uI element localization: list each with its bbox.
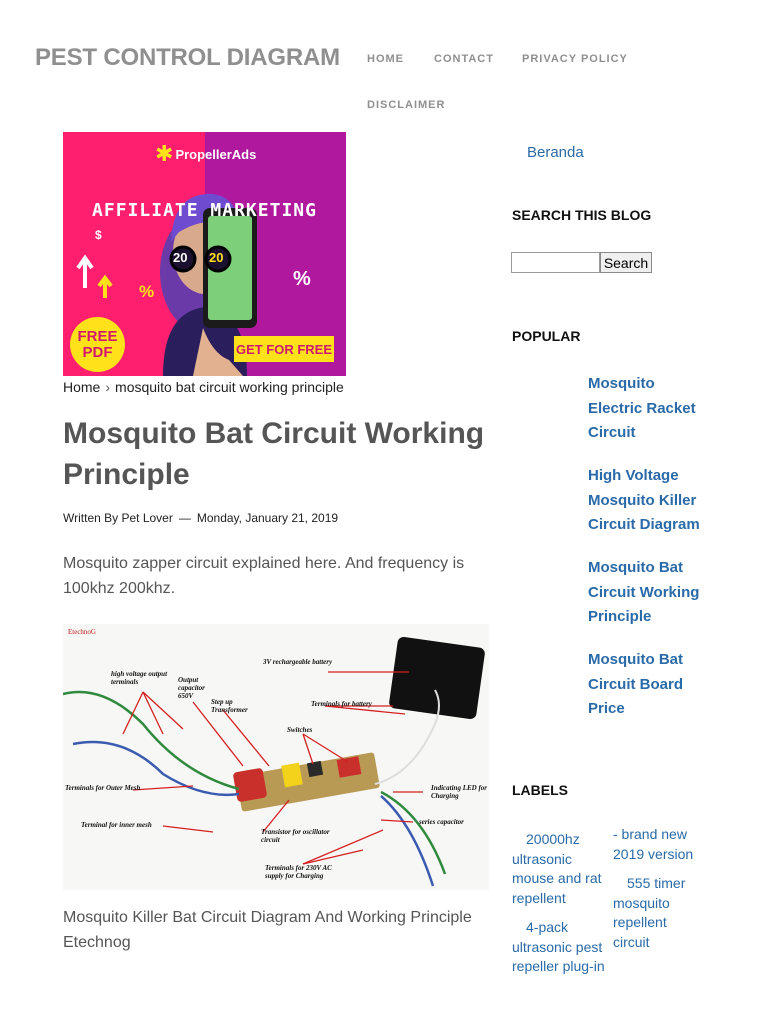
figure-label-ac-supply: Terminals for 230V AC supply for Charging [265,864,332,880]
popular-post-link[interactable]: High Voltage Mosquito Killer Circuit Diagram [588,467,700,533]
popular-widget-title: POPULAR [512,328,581,344]
labels-widget-title: LABELS [512,782,568,798]
post-meta [63,511,338,525]
breadcrumb-home[interactable]: Home [63,379,101,395]
figure-label-output-cap: Output capacitor 650V [178,676,205,700]
propeller-icon: ✱ [155,141,174,166]
figure-label-battery: 3V rechargeable battery [263,658,333,666]
ad-banner[interactable] [63,132,346,376]
figure-label-hv: high voltage output terminals [111,670,168,686]
ad-cta[interactable]: GET FOR FREE [234,336,334,362]
search-button[interactable]: Search [600,252,652,273]
label-link[interactable]: 20000hz ultrasonic mouse and rat repellent [512,831,602,906]
breadcrumb [63,379,344,395]
nav-disclaimer[interactable]: DISCLAIMER [367,99,446,111]
post-intro: Mosquito zapper circuit explained here. And frequency is 100khz 200khz. [63,555,465,597]
figure-label-switches: Switches [287,726,313,734]
figure-label-outer-mesh: Terminals for Outer Mesh [65,784,141,792]
popular-post-link[interactable]: Mosquito Bat Circuit Working Principle [588,559,700,625]
meta-author[interactable]: Pet Lover [121,511,173,525]
search-input[interactable] [511,252,600,273]
propellerads-logo [155,143,256,165]
ad-brand: PropellerAds [175,146,257,162]
search-widget-title: SEARCH THIS BLOG [512,207,652,223]
badge-line-1: FREE [77,327,118,345]
figure-label-step-up: Step up Transformer [211,698,248,714]
post-title: Mosquito Bat Circuit Working Principle [63,417,485,491]
badge-line-2: PDF [82,343,113,361]
nav-home[interactable]: HOME [367,53,404,65]
figure-label-led: Indicating LED for Charging [431,784,488,800]
circuit-photo[interactable] [63,624,489,890]
breadcrumb-current: mosquito bat circuit working principle [115,379,344,395]
figure-label-battery-terminals: Terminals for battery [311,700,372,708]
site-title[interactable]: PEST CONTROL DIAGRAM [35,44,340,71]
sidebar-beranda-link[interactable]: Beranda [527,144,584,161]
figure-label-series-cap: series capacitor [419,818,464,826]
nav-contact[interactable]: CONTACT [434,53,494,65]
dollar-icon: $ [95,228,102,242]
percent-icon: % [139,282,155,301]
label-link[interactable]: 4-pack ultrasonic pest repeller plug-in [512,919,605,974]
breadcrumb-separator: › [105,379,111,395]
label-link[interactable]: - brand new 2019 version [613,826,694,862]
figure-caption: Mosquito Killer Bat Circuit Diagram And Working Principle Etechnog [63,909,472,951]
popular-post-link[interactable]: Mosquito Bat Circuit Board Price [588,651,684,717]
popular-post-link[interactable]: Mosquito Electric Racket Circuit [588,375,696,441]
percent-arrow-icon: % [293,268,311,290]
figure-label-transistor: Transistor for oscillator circuit [261,828,330,844]
ad-free-pdf-badge [70,317,125,372]
figure-watermark: EtechnoG [68,628,96,636]
meta-date[interactable]: Monday, January 21, 2019 [196,511,339,525]
figure-label-inner-mesh: Terminal for inner mesh [81,821,152,829]
ad-headline: AFFILIATE MARKETING [92,200,317,221]
label-link[interactable]: 555 timer mosquito repellent circuit [613,875,686,950]
nav-privacy-policy[interactable]: PRIVACY POLICY [522,53,628,65]
meta-dash: — [178,511,191,525]
meta-prefix: Written By [63,511,119,525]
ad-year-left: 20 [173,250,188,265]
ad-year-right: 20 [209,250,224,265]
